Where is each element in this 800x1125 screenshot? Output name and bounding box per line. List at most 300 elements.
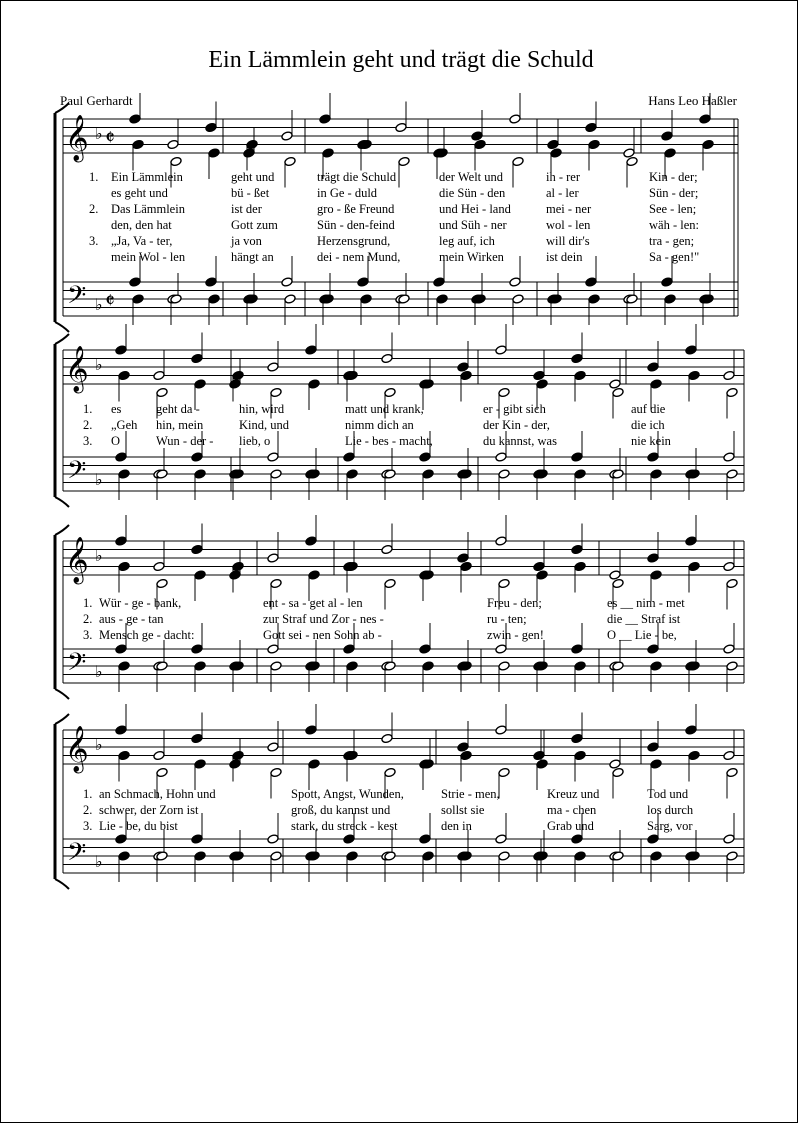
alto-notehead [726, 767, 738, 777]
lyric-syllables: die __ Straf ist [607, 612, 681, 626]
alto-notehead [574, 750, 586, 760]
alto-notehead [688, 370, 700, 380]
soprano-notehead [723, 750, 735, 760]
soprano-notehead [609, 570, 621, 580]
tenor-notehead [205, 277, 217, 287]
bass-notehead [498, 661, 510, 671]
bass-notehead [270, 851, 282, 861]
alto-notehead [232, 370, 244, 380]
tenor-notehead [343, 644, 355, 654]
tenor-notehead [115, 452, 127, 462]
lyric-syllables: schwer, der Zorn ist [99, 803, 199, 817]
soprano-notehead [647, 742, 659, 752]
soprano-notehead [647, 553, 659, 563]
soprano-notehead [153, 750, 165, 760]
tenor-notehead [129, 277, 141, 287]
soprano-notehead [381, 733, 393, 743]
bass-clef-icon: 𝄢 [67, 648, 87, 683]
soprano-notehead [319, 114, 331, 124]
bass-notehead [270, 469, 282, 479]
tenor-notehead [571, 644, 583, 654]
lyric-syllables: stark, du streck - kest [291, 819, 398, 833]
lyric-syllables: hin, wird [239, 402, 285, 416]
tenor-notehead [495, 644, 507, 654]
soprano-notehead [571, 353, 583, 363]
tenor-notehead [267, 834, 279, 844]
flat-key-signature-icon: ♭ [95, 297, 103, 314]
lyric-syllables: der Kin - der, [483, 418, 550, 432]
soprano-notehead [609, 759, 621, 769]
lyric-syllables: ru - ten; [487, 612, 527, 626]
bass-notehead [360, 294, 372, 304]
flat-key-signature-icon: ♭ [95, 126, 103, 143]
verse-number: 2. [83, 803, 93, 817]
lyric-syllables: geht da - [156, 402, 200, 416]
alto-notehead [118, 561, 130, 571]
bass-notehead [422, 469, 434, 479]
alto-notehead [170, 156, 182, 166]
lyric-syllables: die ich [631, 418, 665, 432]
lyric-syllables: Wür - ge - bank, [99, 596, 182, 610]
tenor-notehead [357, 277, 369, 287]
bass-notehead [346, 851, 358, 861]
tenor-notehead [647, 644, 659, 654]
tenor-notehead [281, 277, 293, 287]
lyric-syllables: ih - rer [546, 170, 581, 184]
lyric-syllables: zur Straf und Zor - nes - [263, 612, 384, 626]
soprano-notehead [115, 536, 127, 546]
alto-notehead [270, 387, 282, 397]
treble-clef-icon: 𝄞 [65, 115, 89, 161]
tenor-notehead [585, 277, 597, 287]
soprano-notehead [585, 122, 597, 132]
alto-notehead [612, 578, 624, 588]
flat-key-signature-icon: ♭ [95, 548, 103, 565]
soprano-notehead [509, 114, 521, 124]
lyric-syllables: O [111, 434, 121, 448]
soprano-notehead [685, 725, 697, 735]
lyric-syllables: Das Lämmlein [111, 202, 185, 216]
bass-notehead [208, 294, 220, 304]
alto-notehead [588, 139, 600, 149]
bracket-hook [55, 497, 69, 507]
lyric-syllables: Kin - der; [649, 170, 698, 184]
alto-notehead [308, 570, 320, 580]
lyric-syllables: Gott sei - nen Sohn ab - [263, 628, 382, 642]
tenor-notehead [509, 277, 521, 287]
lyric-syllables: ist dein [546, 250, 583, 264]
bass-notehead [650, 661, 662, 671]
flat-key-signature-icon: ♭ [95, 357, 103, 374]
verse-number: 2. [83, 612, 93, 626]
lyric-syllables: gro - ße Freund [317, 202, 395, 216]
lyric-syllables: sollst sie [441, 803, 485, 817]
lyric-syllables: lieb, o [239, 434, 271, 448]
flat-key-signature-icon: ♭ [95, 854, 103, 871]
lyric-syllables: groß, du kannst und [291, 803, 391, 817]
alto-notehead [612, 767, 624, 777]
lyric-syllables: zwin - gen! [487, 628, 544, 642]
lyric-syllables: und Süh - ner [439, 218, 507, 232]
verse-number: 1. [83, 787, 93, 801]
bracket-hook [55, 689, 69, 699]
alto-notehead [156, 578, 168, 588]
tenor-notehead [723, 834, 735, 844]
soprano-notehead [571, 733, 583, 743]
bracket-hook [55, 322, 69, 332]
verse-number: 3. [83, 434, 93, 448]
lyric-syllables: wäh - len: [649, 218, 699, 232]
bass-notehead [650, 469, 662, 479]
lyric-syllables: Ein Lämmlein [111, 170, 183, 184]
bass-notehead [574, 661, 586, 671]
alto-notehead [650, 570, 662, 580]
tenor-notehead [115, 834, 127, 844]
lyric-syllables: trägt die Schuld [317, 170, 397, 184]
soprano-notehead [153, 561, 165, 571]
lyric-syllables: du kannst, was [483, 434, 557, 448]
verse-number: 1. [89, 170, 99, 184]
lyric-syllables: Sa - gen!" [649, 250, 700, 264]
lyric-syllables: hin, mein [156, 418, 204, 432]
bass-notehead [118, 851, 130, 861]
alto-notehead [574, 561, 586, 571]
bracket-hook [55, 334, 69, 344]
bass-notehead [118, 661, 130, 671]
lyric-syllables: leg auf, ich [439, 234, 495, 248]
lyric-syllables: mein Wirken [439, 250, 504, 264]
soprano-notehead [723, 561, 735, 571]
tenor-notehead [191, 452, 203, 462]
bracket-hook [55, 525, 69, 535]
lyric-syllables: Lie - be, du bist [99, 819, 178, 833]
time-signature-icon: 𝄵 [105, 288, 115, 313]
alto-notehead [474, 139, 486, 149]
soprano-notehead [229, 759, 241, 769]
soprano-notehead [495, 536, 507, 546]
soprano-notehead [471, 131, 483, 141]
lyric-syllables: mein Wol - len [111, 250, 186, 264]
lyric-syllables: wol - len [546, 218, 591, 232]
lyric-syllables: die Sün - den [439, 186, 506, 200]
alto-notehead [460, 750, 472, 760]
alto-notehead [398, 156, 410, 166]
alto-notehead [194, 570, 206, 580]
alto-notehead [574, 370, 586, 380]
lyric-syllables: der Welt und [439, 170, 504, 184]
soprano-notehead [243, 148, 255, 158]
lyric-syllables: es __ nim - met [607, 596, 685, 610]
treble-clef-icon: 𝄞 [65, 726, 89, 772]
alto-notehead [194, 379, 206, 389]
alto-notehead [384, 767, 396, 777]
lyric-syllables: Sün - der; [649, 186, 699, 200]
tenor-notehead [571, 834, 583, 844]
soprano-notehead [267, 742, 279, 752]
bass-notehead [498, 469, 510, 479]
lyric-syllables: an Schmach, Hohn und [99, 787, 216, 801]
soprano-notehead [699, 114, 711, 124]
tenor-notehead [647, 452, 659, 462]
soprano-notehead [533, 750, 545, 760]
lyric-syllables: Spott, Angst, Wunden, [291, 787, 404, 801]
alto-notehead [156, 767, 168, 777]
lyric-syllables: auf die [631, 402, 666, 416]
bass-notehead [726, 469, 738, 479]
lyric-syllables: Lie - bes - macht, [345, 434, 433, 448]
bass-notehead [346, 469, 358, 479]
alto-notehead [726, 387, 738, 397]
lyric-syllables: Freu - den; [487, 596, 542, 610]
alto-notehead [626, 156, 638, 166]
soprano-notehead [495, 345, 507, 355]
bracket-hook [55, 103, 69, 113]
lyric-syllables: er - gibt sich [483, 402, 546, 416]
bass-notehead [194, 469, 206, 479]
soprano-notehead [267, 362, 279, 372]
lyric-syllables: O __ Lie - be, [607, 628, 677, 642]
tenor-notehead [191, 834, 203, 844]
soprano-notehead [685, 345, 697, 355]
lyric-syllables: dei - nem Mund, [317, 250, 401, 264]
tenor-notehead [661, 277, 673, 287]
treble-clef-icon: 𝄞 [65, 346, 89, 392]
tenor-notehead [433, 277, 445, 287]
tenor-notehead [419, 834, 431, 844]
lyric-syllables: al - ler [546, 186, 579, 200]
alto-notehead [208, 148, 220, 158]
alto-notehead [650, 759, 662, 769]
bass-notehead [574, 469, 586, 479]
alto-notehead [460, 561, 472, 571]
lyric-syllables: es geht und [111, 186, 168, 200]
lyric-syllables: mei - ner [546, 202, 592, 216]
alto-notehead [384, 578, 396, 588]
bracket-hook [55, 714, 69, 724]
alto-notehead [118, 370, 130, 380]
soprano-notehead [115, 725, 127, 735]
bass-notehead [284, 294, 296, 304]
bass-clef-icon: 𝄢 [67, 456, 87, 491]
alto-notehead [460, 370, 472, 380]
soprano-notehead [115, 345, 127, 355]
bass-clef-icon: 𝄢 [67, 838, 87, 873]
lyric-syllables: Kind, und [239, 418, 289, 432]
alto-notehead [664, 148, 676, 158]
tenor-notehead [419, 452, 431, 462]
alto-notehead [232, 561, 244, 571]
alto-notehead [650, 379, 662, 389]
lyric-syllables: Sün - den-feind [317, 218, 395, 232]
bass-notehead [512, 294, 524, 304]
soprano-notehead [281, 131, 293, 141]
lyric-syllables: bü - ßet [231, 186, 270, 200]
bass-notehead [650, 851, 662, 861]
lyric-syllables: will dir's [546, 234, 590, 248]
alto-notehead [194, 759, 206, 769]
soprano-notehead [661, 131, 673, 141]
soprano-notehead [723, 370, 735, 380]
bass-notehead [194, 661, 206, 671]
bass-notehead [346, 661, 358, 671]
lyric-syllables: „Ja, Va - ter, [111, 234, 173, 248]
flat-key-signature-icon: ♭ [95, 737, 103, 754]
soprano-notehead [685, 536, 697, 546]
soprano-notehead [305, 536, 317, 546]
lyric-syllables: Grab und [547, 819, 594, 833]
time-signature-icon: 𝄵 [105, 125, 115, 150]
tenor-notehead [571, 452, 583, 462]
alto-notehead [270, 578, 282, 588]
alto-notehead [118, 750, 130, 760]
poet-credit: Paul Gerhardt [60, 93, 133, 108]
tenor-notehead [191, 644, 203, 654]
alto-notehead [702, 139, 714, 149]
page-title: Ein Lämmlein geht und trägt die Schuld [208, 47, 594, 73]
tenor-notehead [115, 644, 127, 654]
lyric-syllables: los durch [647, 803, 694, 817]
bracket-hook [55, 879, 69, 889]
lyric-syllables: Herzensgrund, [317, 234, 391, 248]
bass-notehead [664, 294, 676, 304]
soprano-notehead [153, 370, 165, 380]
flat-key-signature-icon: ♭ [95, 472, 103, 489]
tenor-notehead [495, 834, 507, 844]
tenor-notehead [267, 452, 279, 462]
soprano-notehead [191, 544, 203, 554]
verse-number: 1. [83, 402, 93, 416]
bass-notehead [726, 661, 738, 671]
tenor-notehead [267, 644, 279, 654]
verse-number: 1. [83, 596, 93, 610]
bass-notehead [118, 469, 130, 479]
verse-number: 2. [83, 418, 93, 432]
lyric-syllables: Strie - men, [441, 787, 500, 801]
soprano-notehead [381, 544, 393, 554]
alto-notehead [308, 759, 320, 769]
lyric-syllables: geht und [231, 170, 275, 184]
bass-notehead [588, 294, 600, 304]
bass-clef-icon: 𝄢 [67, 281, 87, 316]
soprano-notehead [205, 122, 217, 132]
soprano-notehead [547, 139, 559, 149]
bass-notehead [194, 851, 206, 861]
lyric-syllables: aus - ge - tan [99, 612, 164, 626]
soprano-notehead [571, 544, 583, 554]
tenor-notehead [723, 644, 735, 654]
lyric-syllables: Mensch ge - dacht: [99, 628, 195, 642]
soprano-notehead [381, 353, 393, 363]
bass-notehead [574, 851, 586, 861]
verse-number: 3. [83, 819, 93, 833]
lyric-syllables: Sarg, vor [647, 819, 693, 833]
alto-notehead [232, 750, 244, 760]
soprano-notehead [167, 139, 179, 149]
alto-notehead [536, 570, 548, 580]
alto-notehead [308, 379, 320, 389]
bass-notehead [422, 851, 434, 861]
lyric-syllables: hängt an [231, 250, 274, 264]
bass-notehead [132, 294, 144, 304]
alto-notehead [270, 767, 282, 777]
lyric-syllables: und Hei - land [439, 202, 511, 216]
soprano-notehead [457, 362, 469, 372]
tenor-notehead [419, 644, 431, 654]
tenor-notehead [647, 834, 659, 844]
alto-notehead [246, 139, 258, 149]
soprano-notehead [609, 379, 621, 389]
soprano-notehead [305, 345, 317, 355]
lyric-syllables: den, den hat [111, 218, 172, 232]
soprano-notehead [129, 114, 141, 124]
verse-number: 3. [89, 234, 99, 248]
soprano-notehead [305, 725, 317, 735]
alto-notehead [498, 767, 510, 777]
soprano-notehead [395, 122, 407, 132]
soprano-notehead [457, 553, 469, 563]
alto-notehead [550, 148, 562, 158]
lyric-syllables: ent - sa - get al - len [263, 596, 363, 610]
lyric-syllables: den in [441, 819, 472, 833]
bass-notehead [270, 661, 282, 671]
alto-notehead [132, 139, 144, 149]
lyric-syllables: es [111, 402, 122, 416]
composer-credit: Hans Leo Haßler [648, 93, 737, 108]
alto-notehead [612, 387, 624, 397]
tenor-notehead [343, 834, 355, 844]
lyric-syllables: See - len; [649, 202, 697, 216]
alto-notehead [536, 759, 548, 769]
alto-notehead [688, 561, 700, 571]
lyric-syllables: Gott zum [231, 218, 278, 232]
soprano-notehead [495, 725, 507, 735]
lyric-syllables: ja von [231, 234, 262, 248]
alto-notehead [322, 148, 334, 158]
alto-notehead [536, 379, 548, 389]
lyric-syllables: tra - gen; [649, 234, 695, 248]
alto-notehead [156, 387, 168, 397]
lyric-syllables: ma - chen [547, 803, 597, 817]
soprano-notehead [267, 553, 279, 563]
soprano-notehead [623, 148, 635, 158]
soprano-notehead [191, 353, 203, 363]
verse-number: 3. [83, 628, 93, 642]
lyric-syllables: in Ge - duld [317, 186, 378, 200]
alto-notehead [688, 750, 700, 760]
alto-notehead [498, 387, 510, 397]
bass-notehead [436, 294, 448, 304]
soprano-notehead [457, 742, 469, 752]
lyric-syllables: Tod und [647, 787, 689, 801]
lyric-syllables: Kreuz und [547, 787, 600, 801]
bass-notehead [498, 851, 510, 861]
alto-notehead [726, 578, 738, 588]
soprano-notehead [229, 570, 241, 580]
lyric-syllables: matt und krank, [345, 402, 424, 416]
soprano-notehead [533, 370, 545, 380]
lyric-syllables: ist der [231, 202, 262, 216]
lyric-syllables: nimm dich an [345, 418, 414, 432]
verse-number: 2. [89, 202, 99, 216]
soprano-notehead [647, 362, 659, 372]
alto-notehead [498, 578, 510, 588]
lyric-syllables: Wun - der - [156, 434, 214, 448]
alto-notehead [512, 156, 524, 166]
bass-notehead [422, 661, 434, 671]
lyric-syllables: „Geh [111, 418, 138, 432]
tenor-notehead [343, 452, 355, 462]
bass-notehead [726, 851, 738, 861]
